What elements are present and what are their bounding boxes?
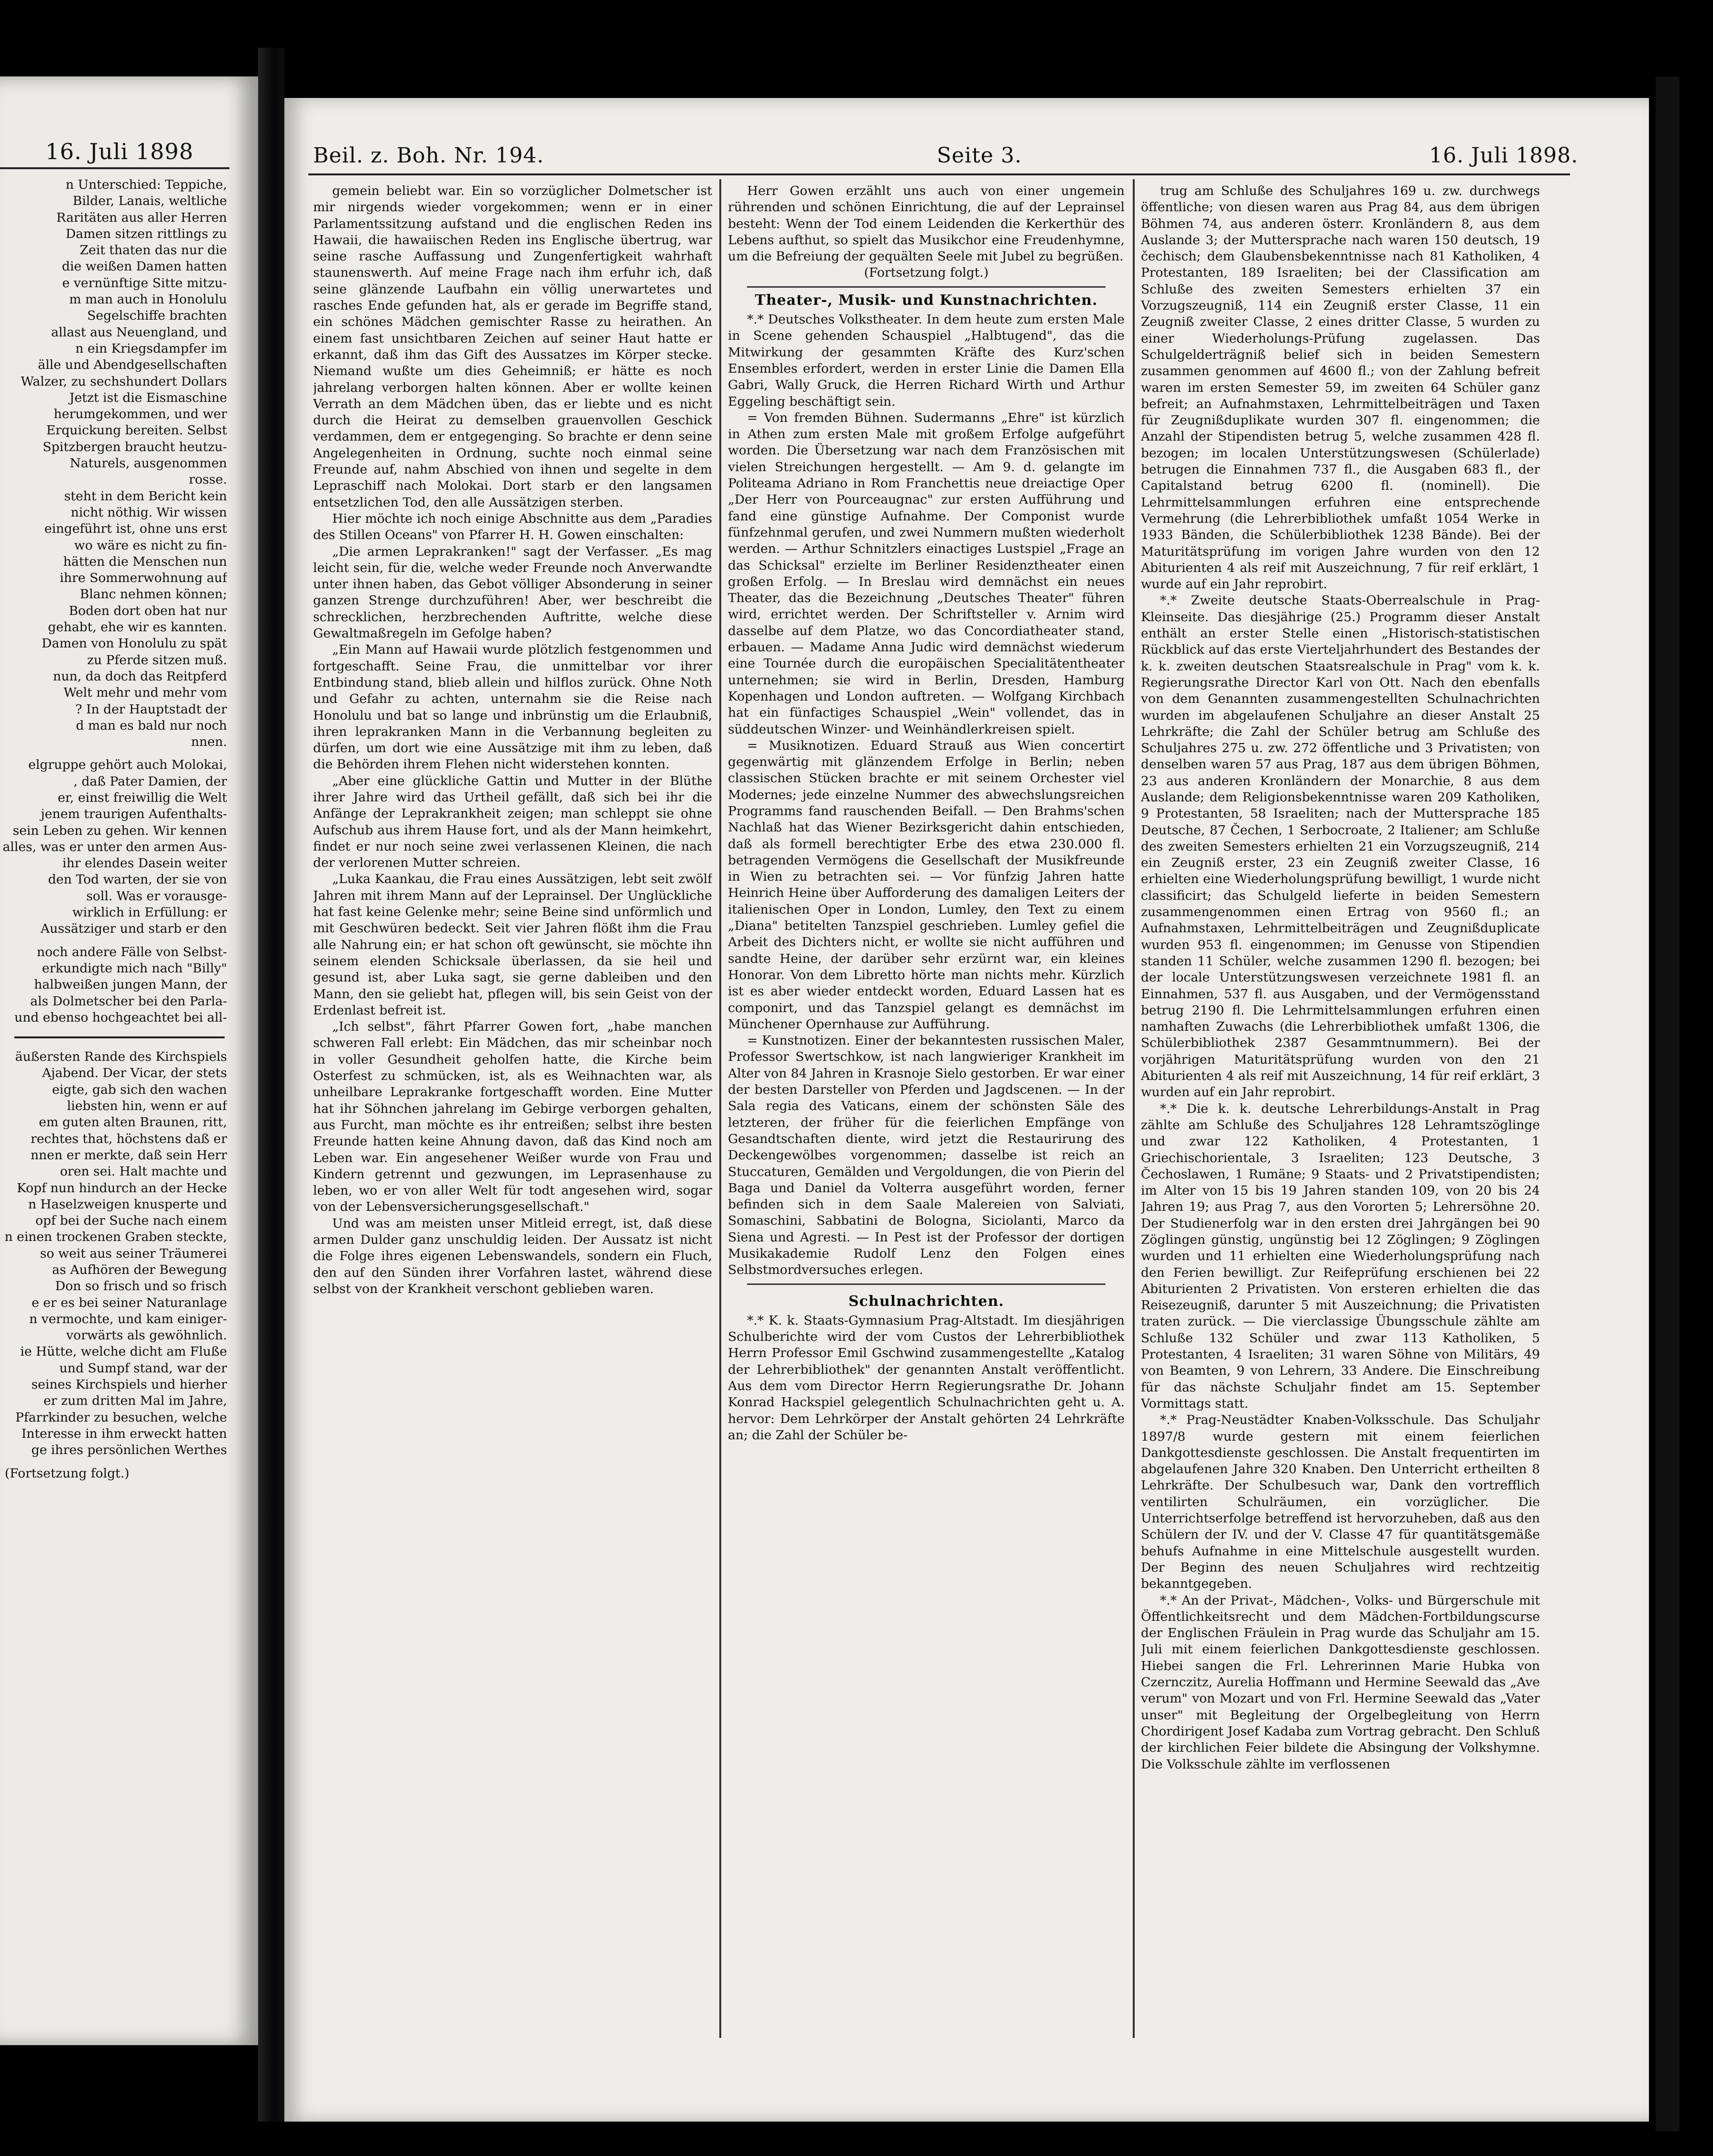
col2-paragraph: *.* Deutsches Volkstheater. In dem heute zum ersten Male in Scene gehenden Schauspiel „Halbtugend", das die Mitwirkung der gesammten Kräfte des Kurz'schen Ensembles erfordert, werden in erster Linie die Damen Ella Gabri, Wally Gruck, die Herren Richard Wirth und Arthur Eggeling beschäftigt sein.	[728, 312, 1125, 409]
left-line: as Aufhören der Bewegung	[52, 1262, 227, 1277]
left-line: Zeit thaten das nur die	[79, 243, 227, 258]
left-line: herumgekommen, und wer	[54, 407, 227, 422]
section-title-school: Schulnachrichten.	[848, 1293, 1004, 1310]
column-3	[1141, 183, 1540, 2037]
col1-paragraph: „Ein Mann auf Hawaii wurde plötzlich festgenommen und fortgeschafft. Seine Frau, die unmittelbar vor ihrer Entbindung stand, blieb allein und hilflos zurück. Ohne Noth und Gefahr zu achten, unternahm sie die Reise nach Honolulu und bat so lange und inbrünstig um die Erlaubniß, ihren leprakranken Mann in die Verbannung begleiten zu dürfen, um dort wie eine Aussätzige mit ihm zu leben, daß die Behörden ihrem Flehen nicht widerstehen konnten.	[313, 642, 712, 772]
col3-paragraph: *.* Die k. k. deutsche Lehrerbildungs-Anstalt in Prag zählte am Schluße des Schuljahres 128 Lehramtszöglinge und zwar 122 Katholiken, 4 Protestanten, 1 Griechischorientale, 3 Israeliten; 123 Deutsche, 3 Čechoslawen, 1 Rumäne; 9 Staats- und 2 Privatstipendisten; im Alter von 15 bis 19 Jahren standen 109, von 20 bis 24 Jahren 19; aus Prag 7, aus den Vororten 5; Lehrersöhne 20. Der Studienerfolg war in den ersten drei Jahrgängen bei 90 Zöglingen günstig, ungünstig bei 12 Zöglingen; 9 Zöglingen wurden und 11 erhielten eine Wiederholungsprüfung nach den Ferien bewilligt. Zur Reifeprüfung erschienen bei 22 Abiturienten 2 Privatisten. Von ersteren erhielten die das Reisezeugniß, darunter 5 mit Auszeichnung; die Privatisten traten zurück. — Die vierclassige Übungsschule zählte am Schluße 132 Schüler und zwar 113 Katholiken, 5 Protestanten, 4 Israeliten; 31 waren Söhne von Militärs, 49 von Beamten, 9 von Lehrern, 33 Andere. Die Einschreibung für das nächste Schuljahr findet am 15. September Vormittags statt.	[1141, 1101, 1540, 1411]
left-line: eingeführt ist, ohne uns erst	[44, 521, 227, 537]
left-line: so weit aus seiner Träumerei	[40, 1246, 227, 1261]
left-column	[0, 177, 227, 1482]
left-line: ie Hütte, welche dicht am Fluße	[20, 1344, 227, 1359]
left-line: alles, was er unter den armen Aus-	[2, 839, 227, 854]
left-line: erkundigte mich nach "Billy"	[42, 960, 227, 976]
left-line: Spitzbergen braucht heutzu-	[43, 439, 227, 454]
left-line: nicht nöthig. Wir wissen	[71, 505, 227, 520]
left-line: Boden dort oben hat nur	[68, 603, 227, 618]
left-line: Bilder, Lanais, weltliche	[73, 194, 227, 209]
left-line: Raritäten aus aller Herren	[56, 210, 227, 225]
column-rule-2	[1133, 179, 1135, 2038]
left-page	[0, 76, 258, 2045]
col1-paragraph: „Die armen Leprakranken!" sagt der Verfasser. „Es mag leicht sein, für die, welche weder Freunde noch Anverwandte unter ihnen haben, das Gebot völliger Absonderung in seiner ganzen Strenge durchzuführen! Aber, wer beschreibt die schrecklichen, herzbrechenden Auftritte, welche diese Gewaltmaßregeln im Gefolge haben?	[313, 544, 712, 641]
left-line: rechtes that, höchstens daß er	[31, 1131, 227, 1146]
left-line: Aussätziger und starb er den	[40, 921, 227, 937]
left-line: er, einst freiwillig die Welt	[57, 790, 227, 805]
left-line: , daß Pater Damien, der	[73, 774, 227, 789]
left-line: Ajabend. Der Vicar, der stets	[42, 1066, 227, 1081]
left-line: Erquickung bereiten. Selbst	[46, 423, 227, 438]
col2-intro: Herr Gowen erzählt uns auch von einer ungemein rührenden und schönen Einrichtung, die auf der Leprainsel besteht: Wenn der Tod einem Leidenden die Kerkerthür des Lebens aufthut, so spielt das Musikchor eine Freudenhymne, um die Befreiung der gequälten Seele mit Jubel zu begrüßen.	[728, 183, 1125, 264]
left-line: liebsten hin, wenn er auf	[67, 1099, 227, 1114]
left-line: n ein Kriegsdampfer im	[75, 341, 227, 356]
column-2	[728, 183, 1125, 2037]
left-line: e vernünftige Sitte mitzu-	[62, 275, 227, 291]
left-line: noch andere Fälle von Selbst-	[37, 944, 227, 959]
left-line: ihr elendes Dasein weiter	[62, 856, 227, 871]
section-title-theater: Theater-, Musik- und Kunstnachrichten.	[755, 291, 1098, 309]
left-line: und Sumpf stand, war der	[59, 1360, 227, 1376]
left-line: n Unterschied: Teppiche,	[65, 177, 227, 192]
left-lines-mid	[0, 757, 227, 937]
col2-separator-2	[747, 1283, 1106, 1285]
left-line: wo wäre es nicht zu fin-	[74, 538, 227, 553]
left-line: wirklich in Erfüllung: er	[72, 905, 227, 920]
col1-paragraph: „Aber eine glückliche Gattin und Mutter in der Blüthe ihrer Jahre wird das Urtheil gefällt, daß sich bei ihr die Anfänge der Leprakrankheit zeigen; man schleppt sie ohne Aufschub aus ihrem Hause fort, und als der Mann heimkehrt, findet er nur noch seine zwei verlassenen Kleinen, die nach der verlorenen Mutter schreien.	[313, 773, 712, 871]
left-line: oren sei. Halt machte und	[60, 1164, 227, 1179]
left-line: elgruppe gehört auch Molokai,	[28, 757, 227, 773]
left-line: hätten die Menschen nun	[63, 554, 227, 569]
left-line: steht in dem Bericht kein	[64, 488, 227, 504]
left-line: gehabt, ehe wir es kannten.	[48, 620, 227, 635]
left-line: und ebenso hochgeachtet bei all-	[14, 1010, 227, 1025]
left-lines-top	[0, 177, 227, 750]
left-line: die weißen Damen hatten	[62, 259, 227, 274]
left-line: halbweißen jungen Mann, der	[34, 977, 227, 992]
col2-school-paragraph: *.* K. k. Staats-Gymnasium Prag-Altstadt. Im diesjährigen Schulberichte wird der vom Custos der Lehrerbibliothek Herrn Professor Emil Gschwind zusammengestellte „Katalog der Lehrerbibliothek" der genannten Anstalt veröffentlicht. Aus dem vom Director Herrn Regierungsrathe Dr. Johann Konrad Hackspiel gelegentlich Schulnachrichten geht u. A. hervor: Dem Lehrkörper der Anstalt gehörten 24 Lehrkräfte an; die Zahl der Schüler be-	[728, 1313, 1125, 1443]
left-line: zu Pferde sitzen muß.	[87, 652, 227, 668]
left-line: Welt mehr und mehr vom	[64, 685, 227, 701]
left-line: Segelschiffe brachten	[87, 308, 227, 323]
left-line: d man es bald nur noch	[76, 718, 227, 733]
left-line: Don so frisch und so frisch	[55, 1279, 227, 1294]
col1-paragraph: „Ich selbst", fährt Pfarrer Gowen fort, „habe manchen schweren Fall erlebt: Ein Mädchen, das mir scheinbar noch in voller Gesundheit geholfen hatte, die Kirche beim Osterfest zu schmücken, ist, als es Weihnachten war, als unheilbare Leprakranke fortgeschafft worden. Eine Mutter hat ihr Söhnchen jahrelang im Gebirge verborgen gehalten, aus Furcht, man möchte es ihr entreißen; selbst ihre besten Freunde hatten keine Ahnung davon, daß das Kind noch am Leben war. Ein angesehener Weißer wurde von Frau und Kindern getrennt und gezwungen, im Leprasenhause zu leben, wo er von aller Welt für todt angesehen wird, sogar von der Lebensversicherungsgesellschaft."	[313, 1019, 712, 1215]
left-line: allast aus Neuengland, und	[51, 324, 227, 340]
left-line: sein Leben zu gehen. Wir kennen	[12, 823, 227, 838]
right-page	[284, 98, 1649, 2122]
left-line: rosse.	[189, 472, 227, 487]
left-line: Walzer, zu sechshundert Dollars	[21, 374, 227, 389]
left-line: er zum dritten Mal im Jahre,	[43, 1393, 227, 1409]
column-rule-1	[719, 179, 721, 2038]
left-continuation: (Fortsetzung folgt.)	[5, 1466, 130, 1481]
left-separator	[14, 1036, 225, 1038]
left-line: Jetzt ist die Eismaschine	[69, 390, 227, 405]
left-header-rule	[0, 167, 229, 169]
left-lines-bottom	[0, 1049, 227, 1458]
book-spine	[258, 48, 284, 2122]
left-line: em guten alten Braunen, ritt,	[39, 1115, 227, 1130]
header-issue: Beil. z. Boh. Nr. 194.	[313, 143, 544, 168]
left-line: als Dolmetscher bei den Parla-	[30, 993, 227, 1009]
scan-edge	[1656, 76, 1680, 2131]
col1-paragraph: gemein beliebt war. Ein so vorzüglicher Dolmetscher ist mir nirgends wieder vorgekommen; wenn er in einer Parlamentssitzung aufstand und die englischen Reden ins Hawaii, die hawaiischen Reden ins Englische übertrug, war seine rasche Auffassung und Zungenfertigkeit wahrhaft staunenswerth. Auf meine Frage nach ihm erfuhr ich, daß seine glänzende Laufbahn ein völlig unerwartetes und rasches Ende gefunden hat, als er gerade im Begriffe stand, ein schönes Mädchen gemischter Rasse zu heirathen. An einem fast unsichtbaren Zeichen auf seiner Haut hatte er erkannt, daß ihm das Gift des Aussatzes im Körper stecke. Niemand wußte um dies Geheimniß; er hätte es noch jahrelang verborgen halten können. Aber er wollte keinen Verrath an dem Mädchen üben, das er liebte und es nicht durch die Heirat zu demselben grauenvollen Geschick verdammen, dem er entgegenging. So brachte er denn seine Angelegenheiten in Ordnung, suchte noch einmal seine Freunde auf, nahm Abschied von ihnen und segelte in dem Lepraschiff nach Molokai. Dort starb er den langsamen entsetzlichen Tod, den alle Aussätzigen sterben.	[313, 183, 712, 510]
left-line: Naturels, ausgenommen	[69, 456, 227, 471]
col1-paragraph: „Luka Kaankau, die Frau eines Aussätzigen, lebt seit zwölf Jahren mit ihrem Mann auf der Leprainsel. Der Unglückliche hat fast keine Gelenke mehr; seine Beine sind unförmlich und mit Geschwüren bedeckt. Seit vier Jahren flößt ihm die Frau alle Nahrung ein; er hat schon oft gewünscht, sie möchte ihn seinem elenden Schicksale überlassen, da sie heil und gesund ist, aber Luka sagt, sie gerne dableiben und den Mann, den sie geliebt hat, pflegen will, bis sein Geist von der Erdenlast befreit ist.	[313, 872, 712, 1018]
left-line: eigte, gab sich den wachen	[52, 1082, 227, 1097]
header-page-number: Seite 3.	[937, 143, 1022, 168]
col2-continuation: (Fortsetzung folgt.)	[864, 265, 989, 280]
left-line: Kopf nun hindurch an der Hecke	[17, 1180, 227, 1196]
left-line: älle und Abendgesellschaften	[38, 357, 227, 373]
left-line: ge ihres persönlichen Werthes	[31, 1443, 227, 1458]
col2-separator	[747, 286, 1106, 288]
left-lines-low	[0, 944, 227, 1026]
left-line: nun, da doch das Reitpferd	[53, 668, 227, 684]
left-line: jenem traurigen Aufenthalts-	[41, 807, 227, 822]
left-line: ihre Sommerwohnung auf	[60, 571, 227, 586]
col2-paragraph: = Kunstnotizen. Einer der bekanntesten russischen Maler, Professor Swertschkow, ist nach langwieriger Krankheit im Alter von 84 Jahren in Krasnoje Sielo gestorben. Er war einer der besten Darsteller von Pferden und Jagdscenen. — In der Sala regia des Vaticans, einem der schönsten Säle des letzteren, der früher für die feierlichen Empfänge von Gesandtschaften diente, wird jetzt die Restaurirung des Deckengewölbes vorgenommen; dasselbe ist reich an Stuccaturen, Gemälden und Vergoldungen, die von Pierin del Baga und Daniel da Volterra ausgeführt worden, ferner befinden sich in dem Saale Malereien von Salviati, Somaschini, Sabbatini de Bologna, Siciolanti, Marco da Siena und Agresti. — In Pest ist der Professor der dortigen Musikakademie Rudolf Lenz den Folgen eines Selbstmordversuches erlegen.	[728, 1033, 1125, 1278]
left-line: den Tod warten, der sie von	[48, 872, 227, 887]
col3-paragraph: *.* An der Privat-, Mädchen-, Volks- und Bürgerschule mit Öffentlichkeitsrecht und dem Mädchen-Fortbildungscurse der Englischen Fräulein in Prag wurde das Schuljahr am 15. Juli mit einem feierlichen Dankgottesdienste geschlossen. Hiebei sangen die Frl. Lehrerinnen Marie Hubka von Czernczitz, Aurelia Hoffmann und Hermine Seewald das „Ave verum" von Mozart und von Frl. Hermine Seewald das „Vater unser" mit Begleitung der Orgelbegleitung von Herrn Chordirigent Josef Kadaba zum Vortrag gebracht. Den Schluß der kirchlichen Feier bildete die Absingung der Volkshymne. Die Volksschule zählte im verflossenen	[1141, 1593, 1540, 1772]
left-line: Damen von Honolulu zu spät	[42, 636, 227, 651]
col3-paragraph: trug am Schluße des Schuljahres 169 u. zw. durchwegs öffentliche; von diesen waren aus Prag 84, aus dem übrigen Böhmen 74, aus anderen österr. Kronländern 8, aus dem Auslande 3; der Muttersprache nach waren 150 deutsch, 19 čechisch; dem Glaubensbekenntnisse nach 81 Katholiken, 4 Protestanten, 189 Israeliten; bei der Classification am Schluße des zweiten Semesters erhielten 37 ein Vorzugszeugniß, 114 ein Zeugniß erster Classe, 11 ein Zeugniß zweiter Classe, 2 eines dritter Classe, 5 wurden zu einer Wiederholungs-Prüfung zugelassen. Das Schulgelderträgniß belief sich in beiden Semestern zusammen genommen auf 4600 fl.; von der Zahlung befreit waren im ersten Semester 59, im zweiten 64 Schüler ganz befreit; an Aufnahmstaxen, Lehrmittelbeiträgen und Taxen für Zeugnißduplikate wurden 307 fl. eingenommen; die Anzahl der Stipendisten betrug 5, welche zusammen 428 fl. bezogen; im localen Unterstützungswesen (Schülerlade) betrugen die Einnahmen 737 fl., die Ausgaben 683 fl., der Capitalstand betrug 6200 fl. (nominell). Die Lehrmittelsammlungen erfuhren eine entsprechende Vermehrung (die Lehrerbibliothek umfaßt 1054 Werke in 1933 Bänden, die Schülerbibliothek 1238 Bände). Bei der Maturitätsprüfung im vorigen Jahre wurden von den 12 Abiturienten 4 als reif mit Auszeichnung, 7 für reif erklärt, 1 wurde auf ein Jahr reprobirt.	[1141, 183, 1540, 592]
left-line: nnen er merkte, daß sein Herr	[30, 1147, 227, 1163]
header-rule	[308, 173, 1570, 175]
left-line: Damen sitzen rittlings zu	[65, 226, 227, 241]
col1-paragraph: Und was am meisten unser Mitleid erregt, ist, daß diese armen Dulder ganz unschuldig leiden. Der Aussatz ist nicht die Folge ihres eigenen Lebenswandels, sondern ein Fluch, den auf den Sünden ihrer Vorfahren lastet, während diese selbst von der Krankheit verschont geblieben waren.	[313, 1216, 712, 1296]
left-line: n vermochte, und kam einiger-	[29, 1311, 227, 1326]
col2-paragraph: = Von fremden Bühnen. Sudermanns „Ehre" ist kürzlich in Athen zum ersten Male mit großem Erfolge aufgeführt worden. Die Übersetzung war nach dem Französischen mit vielen Streichungen hergestellt. — Am 9. d. gelangte im Politeama Adriano in Rom Franchettis neue dreiactige Oper „Der Herr von Pourceaugnac" zur ersten Aufführung und fand eine günstige Aufnahme. Der Componist wurde fünfzehnmal gerufen, und zwei Nummern mußten wiederholt werden. — Arthur Schnitzlers einactiges Lustspiel „Frage an das Schicksal" erzielte im Berliner Residenztheater einen großen Erfolg. — In Breslau wird demnächst ein neues Theater, das die Bezeichnung „Deutsches Theater" führen wird, errichtet werden. Der Schriftsteller v. Arnim wird dasselbe auf dem Platze, wo das Concordiatheater stand, erbauen. — Madame Anna Judic wird demnächst wiederum eine Tournée durch die europäischen Specialitätentheater unternehmen; sie wird in Berlin, Dresden, Hamburg Kopenhagen und London auftreten. — Wolfgang Kirchbach hat ein fünfactiges Schauspiel „Wein" vollendet, das in süddeutschen Winzer- und Weinhändlerkreisen spielt.	[728, 410, 1125, 737]
col3-paragraph: *.* Zweite deutsche Staats-Oberrealschule in Prag-Kleinseite. Das diesjährige (25.) Programm dieser Anstalt enthält an erster Stelle einen „Historisch-statistischen Rückblick auf das erste Vierteljahrhundert des Bestandes der k. k. zweiten deutschen Staatsrealschule in Prag" vom k. k. Regierungsrathe Director Karl von Ott. Nach den ebenfalls von dem Genannten zusammengestellten Schulnachrichten wurden im abgelaufenen Schuljahre an dieser Anstalt 25 Lehrkräfte; die Zahl der Schüler betrug am Schluße des Schuljahres 275 u. zw. 272 öffentliche und 3 Privatisten; von denselben waren 57 aus Prag, 187 aus dem übrigen Böhmen, 23 aus anderen Kronländern der Monarchie, 8 aus dem Auslande; dem Religionsbekenntnisse waren 209 Katholiken, 9 Protestanten, 58 Israeliten; nach der Muttersprache 185 Deutsche, 87 Čechen, 1 Serbocroate, 2 Italiener; am Schluße des zweiten Semesters erhielten 21 ein Vorzugszeugniß, 214 ein Zeugniß erster, 23 ein Zeugniß zweiter Classe, 16 erhielten eine Wiederholungsprüfung bewilligt, 1 wurde nicht classificirt; das Schulgeld lieferte in beiden Semestern zusammengenommen einen Ertrag von 9560 fl.; an Aufnahmstaxen, Lehrmittelbeiträgen und Zeugnißduplicate wurden 953 fl. eingenommen; im Genusse von Stipendien standen 11 Schüler, welche zusammen 1290 fl. bezogen; bei der locale Unterstützungswesen verzeichnete 1981 fl. an Einnahmen, 537 fl. aus Ausgaben, und der Vermögensstand betrug 2190 fl. Die Lehrmittelsammlungen erfuhren einen namhaften Zuwachs (die Lehrerbibliothek umfaßt 1306, die Schülerbibliothek 2387 Gesammtnummern). Bei der vorjährigen Maturitätsprüfung wurden von den 21 Abiturienten 4 als reif mit Auszeichnung, 14 für reif erklärt, 3 wurden auf ein Jahr reprobirt.	[1141, 593, 1540, 1100]
left-line: m man auch in Honolulu	[69, 292, 227, 307]
header-date: 16. Juli 1898.	[1429, 143, 1579, 168]
left-line: nnen.	[191, 734, 227, 750]
left-line: n Haselzweigen knusperte und	[28, 1197, 227, 1212]
left-line: Blanc nehmen können;	[79, 587, 227, 602]
col2-paragraph: = Musiknotizen. Eduard Strauß aus Wien concertirt gegenwärtig mit glänzendem Erfolge in Berlin; neben classischen Stücken brachte er mit seinem Orchester viel Modernes; jede einzelne Nummer des abwechslungsreichen Programms fand rauschenden Beifall. — Den Brahms'schen Nachlaß hat das Wiener Bezirksgericht dahin entschieden, daß als formell berechtigter Erbe des etwa 230.000 fl. betragenden Vermögens die Gesellschaft der Musikfreunde in Wien zu betrachten sei. — Vor fünfzig Jahren hatte Heinrich Heine über Aufforderung des damaligen Leiters der italienischen Oper in London, Lumley, den Text zu einem „Diana" betitelten Tanzspiel geschrieben. Lumley gefiel die Arbeit des Dichters nicht, er wollte sie nicht aufführen und sandte Heine, der darüber sehr erzürnt war, ein kleines Honorar. Von dem Libretto hörte man nichts mehr. Kürzlich ist es aber wieder entdeckt worden, Eduard Lassen hat es componirt, und das Tanzspiel gelangt es demnächst im Münchener Opernhause zur Aufführung.	[728, 738, 1125, 1032]
col1-paragraph: Hier möchte ich noch einige Abschnitte aus dem „Paradies des Stillen Oceans" von Pfarrer H. H. Gowen einschalten:	[313, 511, 712, 543]
left-line: n einen trockenen Graben steckte,	[4, 1229, 227, 1245]
left-line: ? In der Hauptstadt der	[75, 701, 227, 717]
col3-paragraph: *.* Prag-Neustädter Knaben-Volksschule. Das Schuljahr 1897/8 wurde gestern mit einem feierlichen Dankgottesdienste geschlossen. Die Anstalt frequentirten im abgelaufenen Jahre 320 Knaben. Den Unterricht ertheilten 8 Lehrkräfte. Der Schulbesuch war, Dank den vortrefflich ventilirten Schulräumen, ein vorzüglicher. Die Unterrichtserfolge betreffend ist hervorzuheben, daß aus den Schülern der IV. und der V. Classe 47 für quantitätsgemäße behufs Aufnahme in eine Mittelschule ausgestellt wurden. Der Beginn des neuen Schuljahres wird rechtzeitig bekanntgegeben.	[1141, 1412, 1540, 1592]
left-line: opf bei der Suche nach einem	[35, 1213, 227, 1229]
left-line: äußersten Rande des Kirchspiels	[15, 1049, 227, 1065]
left-line: seines Kirchspiels und hierher	[31, 1377, 227, 1392]
left-line: e er es bei seiner Naturanlage	[32, 1295, 227, 1310]
left-line: vorwärts als gewöhnlich.	[66, 1328, 227, 1343]
left-line: Pfarrkinder zu besuchen, welche	[15, 1410, 227, 1425]
left-line: soll. Was er vorausge-	[86, 888, 227, 904]
left-page-date: 16. Juli 1898	[45, 139, 194, 164]
left-line: Interesse in ihm erweckt hatten	[21, 1426, 227, 1441]
column-1	[313, 183, 712, 2037]
